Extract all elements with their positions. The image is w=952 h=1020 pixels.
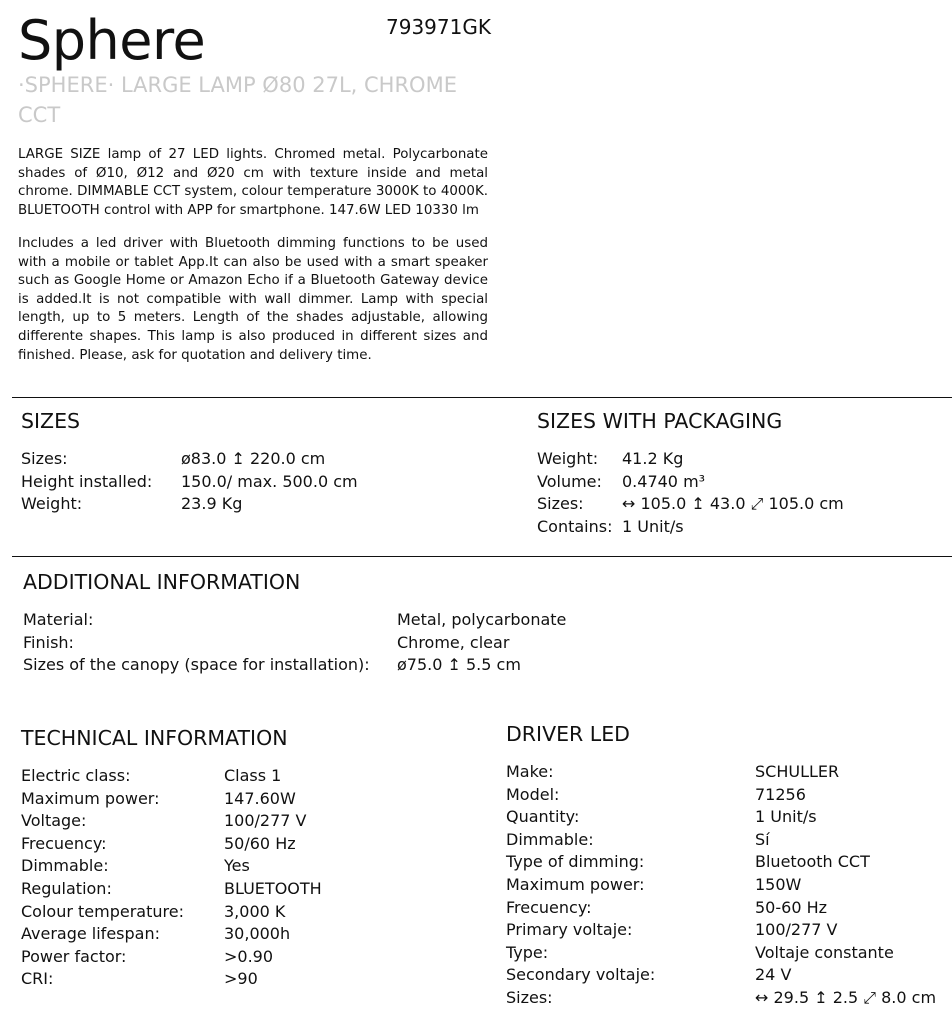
spec-row: Model: 71256 [506,784,806,804]
spec-row: CRI: >90 [21,969,258,989]
spec-row: Material: Metal, polycarbonate [23,610,567,629]
additional-section [23,569,566,677]
divider [12,397,952,398]
spec-row: Dimmable: Yes [21,856,250,876]
spec-row: Maximum power: 150W [506,874,802,894]
spec-row: Make: SCHULLER [506,762,840,781]
spec-row: Contains: 1 Unit/s [537,516,684,536]
technical-section [21,725,322,991]
spec-row: Weight: 41.2 Kg [537,449,684,468]
spec-row: Frecuency: 50-60 Hz [506,897,828,917]
driver-section [506,721,936,1010]
spec-row: Frecuency: 50/60 Hz [21,833,296,853]
spec-row: Electric class: Class 1 [21,766,282,785]
spec-row: Dimmable: Sí [506,829,770,849]
spec-row: Sizes of the canopy (space for installation): ø75.0 ↥ 5.5 cm [23,655,521,675]
spec-row: Sizes: ↔ 105.0 ↥ 43.0 ⤢ 105.0 cm [537,494,844,514]
spec-row: Power factor: >0.90 [21,946,274,966]
spec-row: Weight: 23.9 Kg [21,494,243,514]
driver-title: DRIVER LED [506,722,630,746]
product-title: Sphere [18,9,206,72]
packaging-title: SIZES WITH PACKAGING [537,409,783,433]
spec-row: Voltage: 100/277 V [21,811,307,831]
additional-title: ADDITIONAL INFORMATION [23,570,301,594]
product-reference: 793971GK [386,15,491,39]
spec-row: Regulation: BLUETOOTH [21,878,322,898]
spec-row: Finish: Chrome, clear [23,632,510,652]
spec-row: Secondary voltaje: 24 V [506,965,792,985]
technical-title: TECHNICAL INFORMATION [21,726,288,750]
spec-row: Sizes: ↔ 29.5 ↥ 2.5 ⤢ 8.0 cm [506,987,937,1007]
spec-row: Maximum power: 147.60W [21,788,296,808]
spec-row: Volume: 0.4740 m³ [537,471,706,491]
spec-row: Sizes: ø83.0 ↥ 220.0 cm [21,449,326,468]
packaging-section [537,408,844,538]
product-subtitle: ·SPHERE· LARGE LAMP Ø80 27L, CHROME CCT [18,73,457,127]
spec-row: Primary voltaje: 100/277 V [506,920,838,940]
spec-row: Type of dimming: Bluetooth CCT [506,852,870,872]
sizes-section [21,408,358,516]
sizes-title: SIZES [21,409,81,433]
spec-row: Height installed: 150.0/ max. 500.0 cm [21,471,358,491]
spec-row: Colour temperature: 3,000 K [21,901,286,921]
spec-row: Quantity: 1 Unit/s [506,807,817,827]
spec-row: Average lifespan: 30,000h [21,924,291,944]
divider [12,556,952,557]
product-description: LARGE SIZE lamp of 27 LED lights. Chromed metal. Polycarbonate shades of Ø10, Ø12 and Ø20 cm with texture inside and metal chrome. DIMMABLE CCT system, colour temperature 3000K to 4000K. BLUETOOTH control with APP for smartphone. 147.6W LED 10330 lm [18,147,488,218]
product-description-extra: Includes a led driver with Bluetooth dimming functions to be used with a mobile or tablet App.It can also be used with a smart speaker such as Google Home or Amazon Echo if a Bluetooth Gateway device is added.It is not compatible with wall dimmer. Lamp with special length, up to 5 meters. Length of the shades adjustable, allowing differente shapes. This lamp is also produced in different sizes and finished. Please, ask for quotation and delivery time. [18,236,488,363]
spec-row: Type: Voltaje constante [506,942,894,962]
